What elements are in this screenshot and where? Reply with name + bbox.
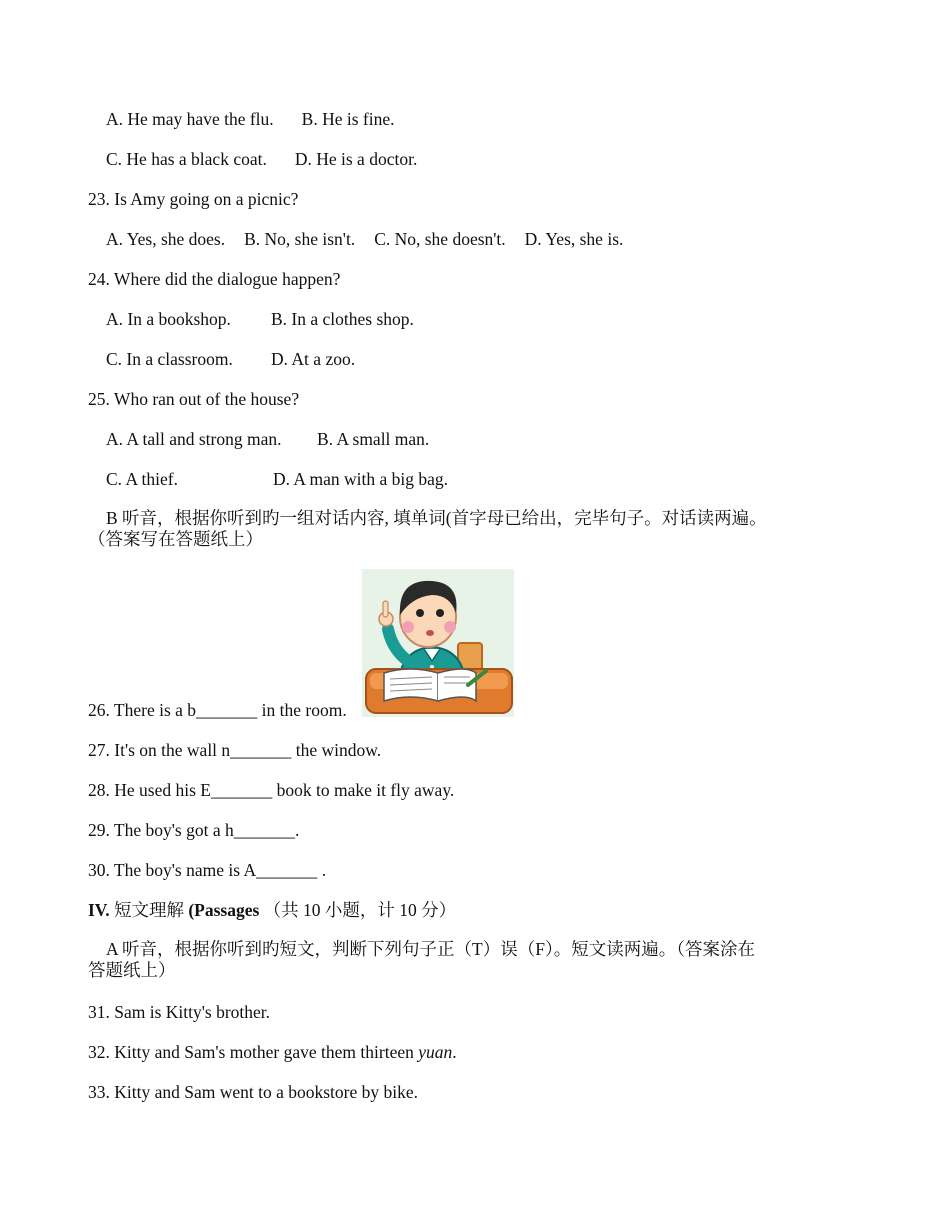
- q24-option-a: A. In a bookshop.: [106, 309, 231, 329]
- q22-option-c: C. He has a black coat.: [106, 149, 267, 169]
- q25-options-row1: [106, 428, 429, 450]
- fill-26: 26. There is a b_______ in the room.: [88, 700, 347, 720]
- fill-29: 29. The boy's got a h_______.: [88, 820, 300, 840]
- q25-option-d: D. A man with a big bag.: [273, 469, 448, 489]
- q22-option-b: B. He is fine.: [301, 109, 395, 129]
- section-iv-numeral: IV.: [88, 900, 110, 920]
- section-a-instruction: A 听音，根据你听到旳短文，判断下列句子正（T）误（F）。短文读两遍。（答案涂在答题纸上）: [88, 939, 755, 980]
- section-iv-title-en: (Passages: [188, 900, 260, 920]
- q25-option-b: B. A small man.: [317, 429, 430, 449]
- section-b-instruction: B 听音，根据你听到旳一组对话内容, 填单词(首字母已给出，完毕句子。对话读两遍。（答案写在答题纸上）: [88, 508, 767, 549]
- section-iv-heading: [88, 899, 456, 921]
- q22-options-row1: [106, 108, 395, 130]
- fill-30: 30. The boy's name is A_______ .: [88, 860, 327, 880]
- q24-option-b: B. In a clothes shop.: [271, 309, 414, 329]
- section-iv-score: （共 10 小题，计 10 分）: [259, 900, 457, 920]
- statement-32-period: .: [452, 1042, 457, 1062]
- q23-option-b: B. No, she isn't.: [244, 229, 356, 249]
- q23-option-a: A. Yes, she does.: [106, 229, 226, 249]
- q25-options-row2: [106, 468, 448, 490]
- statement-32: [88, 1041, 457, 1063]
- statement-33: 33. Kitty and Sam went to a bookstore by bike.: [88, 1082, 419, 1102]
- boy-reading-at-desk-icon: [362, 569, 514, 717]
- statement-31: 31. Sam is Kitty's brother.: [88, 1002, 271, 1022]
- q23-option-c: C. No, she doesn't.: [374, 229, 506, 249]
- q25-option-c: C. A thief.: [106, 469, 178, 489]
- q24-option-d: D. At a zoo.: [271, 349, 356, 369]
- statement-32-yuan: yuan: [418, 1042, 453, 1062]
- q23-question: 23. Is Amy going on a picnic?: [88, 189, 299, 209]
- q24-option-c: C. In a classroom.: [106, 349, 233, 369]
- q24-options-row2: [106, 348, 355, 370]
- section-iv-title-cn: 短文理解: [109, 900, 189, 920]
- q22-option-d: D. He is a doctor.: [294, 149, 418, 169]
- q24-question: 24. Where did the dialogue happen?: [88, 269, 341, 289]
- statement-32-text: 32. Kitty and Sam's mother gave them thirteen: [88, 1042, 419, 1062]
- q22-option-a: A. He may have the flu.: [106, 109, 274, 129]
- q23-option-d: D. Yes, she is.: [524, 229, 624, 249]
- fill-28: 28. He used his E_______ book to make it fly away.: [88, 780, 455, 800]
- q24-options-row1: [106, 308, 414, 330]
- q23-options: [106, 228, 623, 250]
- q22-options-row2: [106, 148, 417, 170]
- fill-27: 27. It's on the wall n_______ the window.: [88, 740, 382, 760]
- q25-question: 25. Who ran out of the house?: [88, 389, 300, 409]
- q25-option-a: A. A tall and strong man.: [106, 429, 282, 449]
